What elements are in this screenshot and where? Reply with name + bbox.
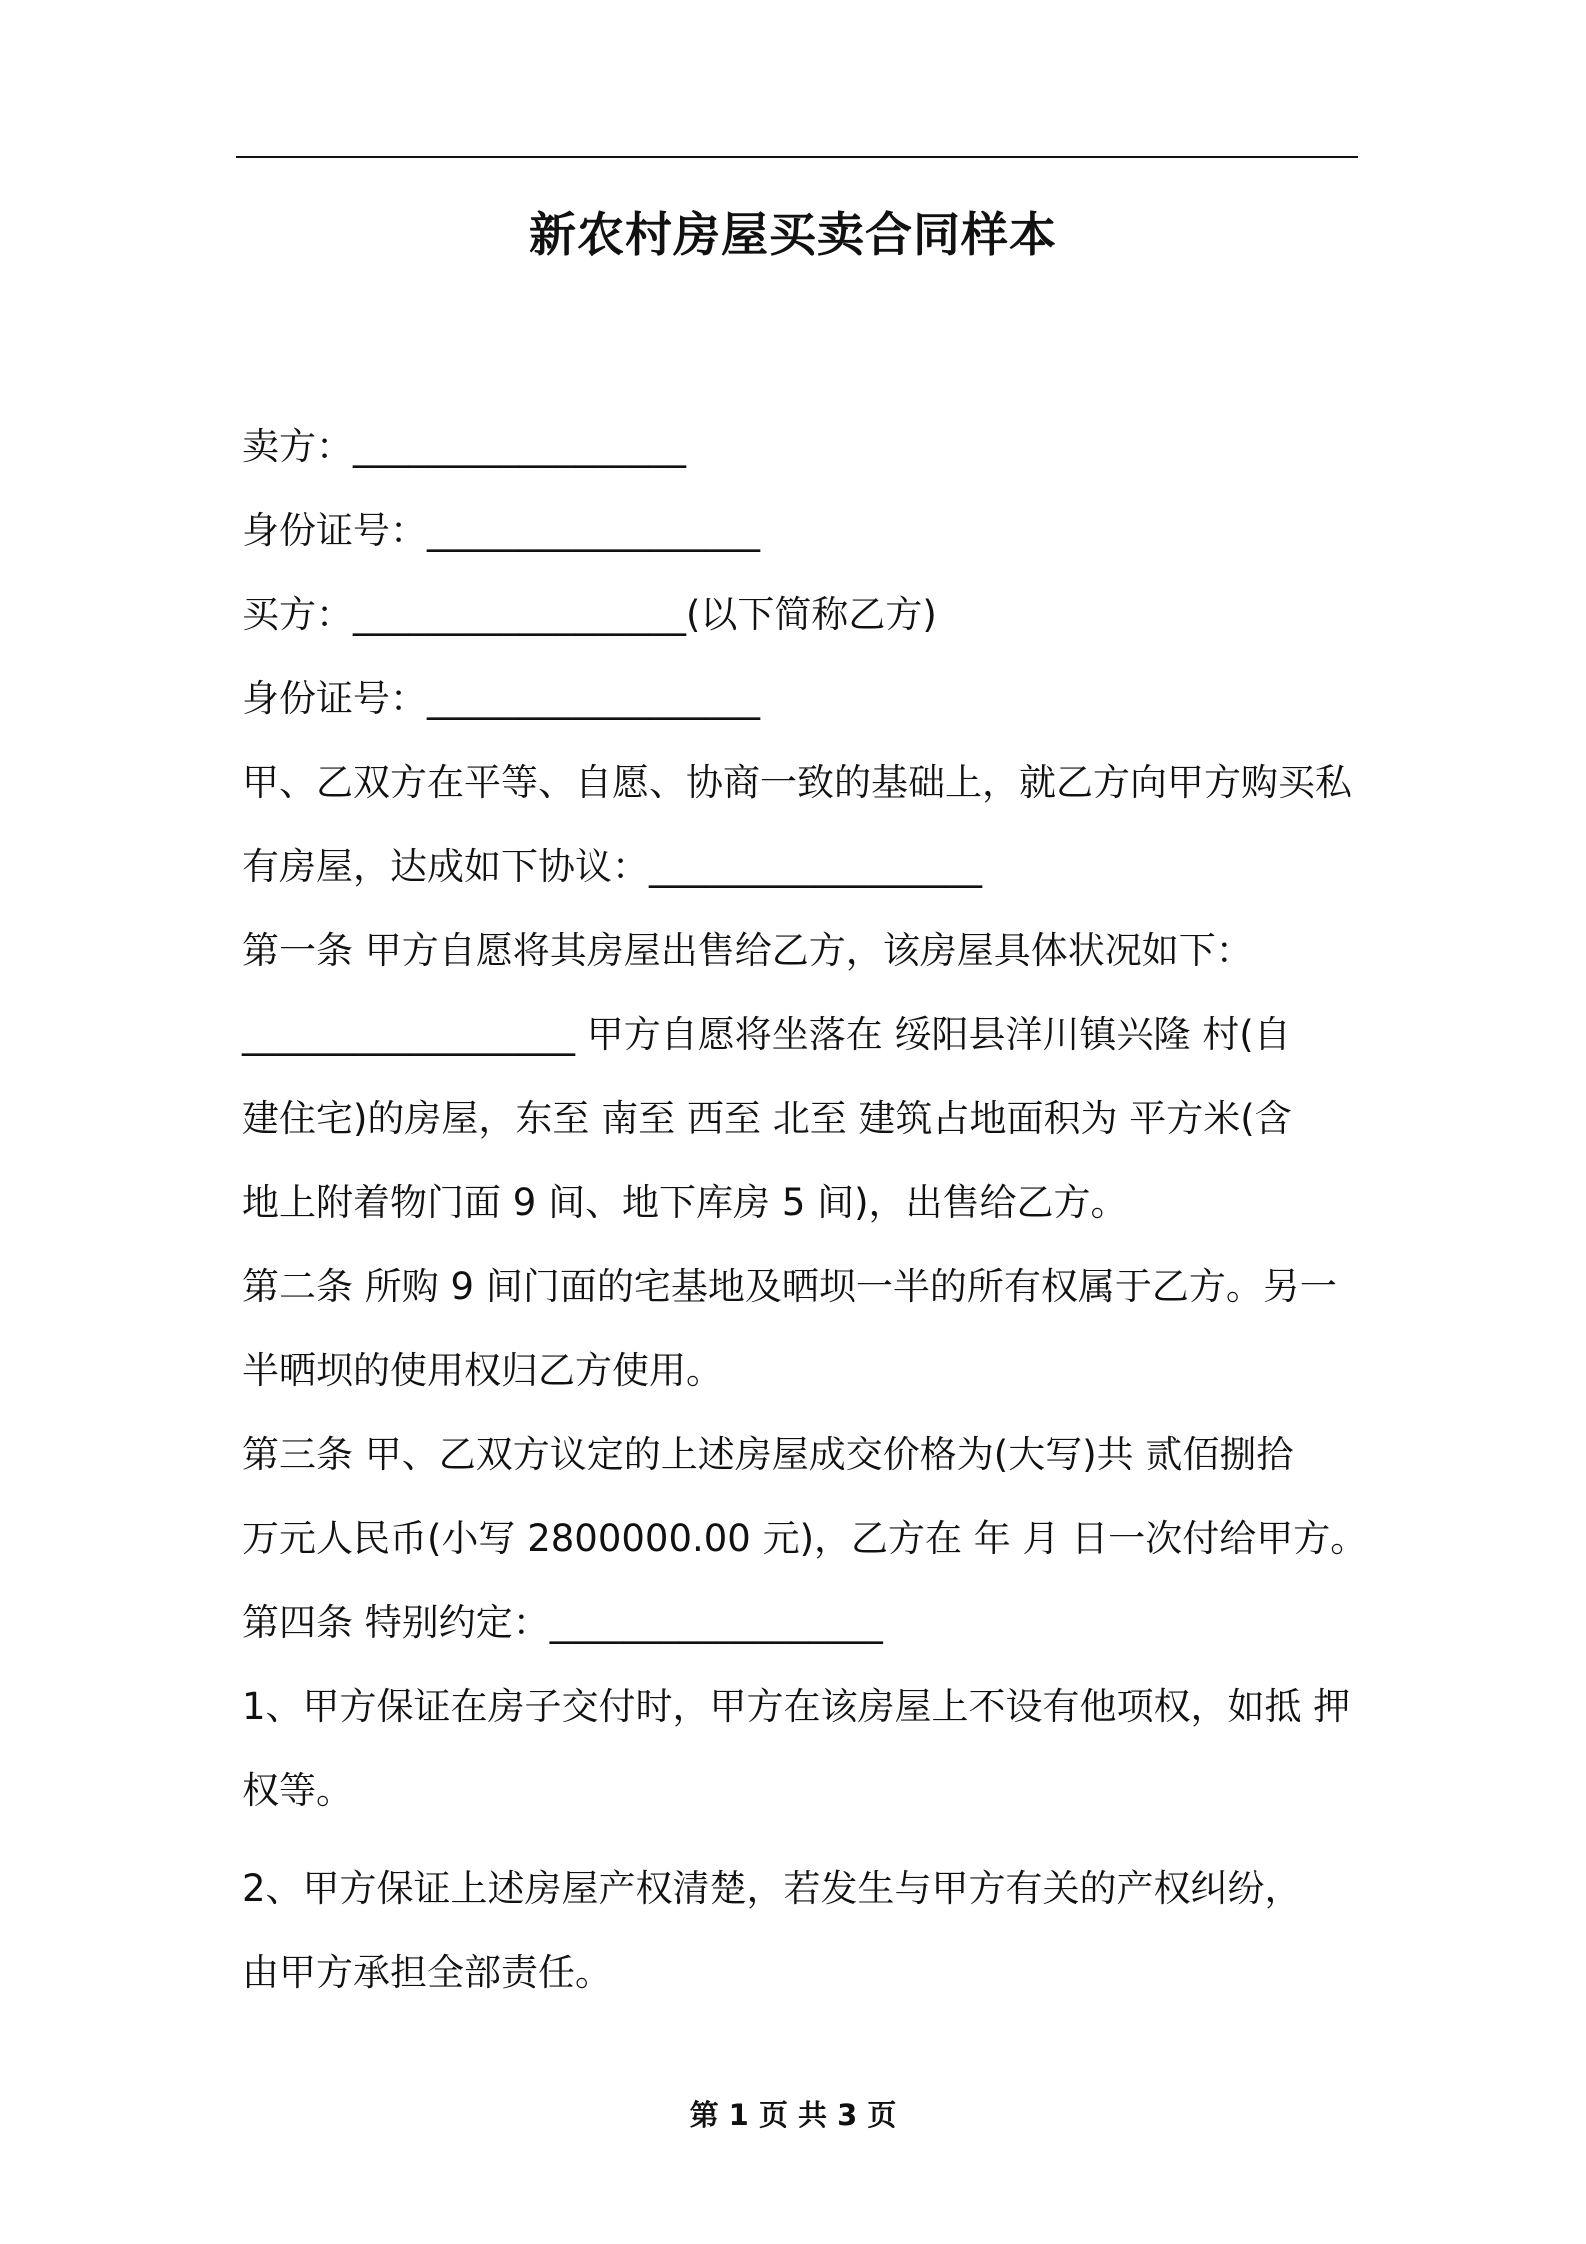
buyer-line: 买方：__________________(以下简称乙方): [242, 593, 937, 636]
article-2-line-1: 第二条 所购 9 间门面的宅基地及晒坝一半的所有权属于乙方。另一: [242, 1265, 1337, 1308]
article-3-line-1: 第三条 甲、乙双方议定的上述房屋成交价格为(大写)共 贰佰捌拾: [242, 1433, 1294, 1476]
seller-id-line: 身份证号：__________________: [242, 509, 760, 552]
clause-2-line-1: 2、甲方保证上述房屋产权清楚，若发生与甲方有关的产权纠纷，: [242, 1867, 1302, 1910]
clause-1-line-2: 权等。: [242, 1769, 353, 1812]
contract-body: [242, 405, 1380, 2015]
seller-line: 卖方：__________________: [242, 425, 686, 468]
article-1-line-1: 第一条 甲方自愿将其房屋出售给乙方，该房屋具体状况如下：: [242, 929, 1253, 972]
document-title: 新农村房屋买卖合同样本: [529, 208, 1057, 263]
article-3-line-2: 万元人民币(小写 2800000.00 元)，乙方在 年 月 日一次付给甲方。: [242, 1517, 1368, 1560]
buyer-id-line: 身份证号：__________________: [242, 677, 760, 720]
clause-2-line-2: 由甲方承担全部责任。: [242, 1951, 612, 1994]
article-1-line-2: __________________ 甲方自愿将坐落在 绥阳县洋川镇兴隆 村(自: [242, 1013, 1291, 1056]
header-rule: [236, 156, 1358, 158]
article-4-line: 第四条 特别约定：__________________: [242, 1601, 883, 1644]
clause-1-line-1: 1、甲方保证在房子交付时，甲方在该房屋上不设有他项权，如抵 押: [242, 1685, 1351, 1728]
preamble-line-2: 有房屋，达成如下协议：__________________: [242, 845, 982, 888]
article-1-line-3: 建住宅)的房屋，东至 南至 西至 北至 建筑占地面积为 平方米(含: [242, 1097, 1292, 1140]
preamble-line-1: 甲、乙双方在平等、自愿、协商一致的基础上，就乙方向甲方购买私: [242, 761, 1352, 804]
article-2-line-2: 半晒坝的使用权归乙方使用。: [242, 1349, 723, 1392]
page-number-footer: 第 1 页 共 3 页: [689, 2098, 897, 2132]
article-1-line-4: 地上附着物门面 9 间、地下库房 5 间)，出售给乙方。: [242, 1181, 1128, 1224]
